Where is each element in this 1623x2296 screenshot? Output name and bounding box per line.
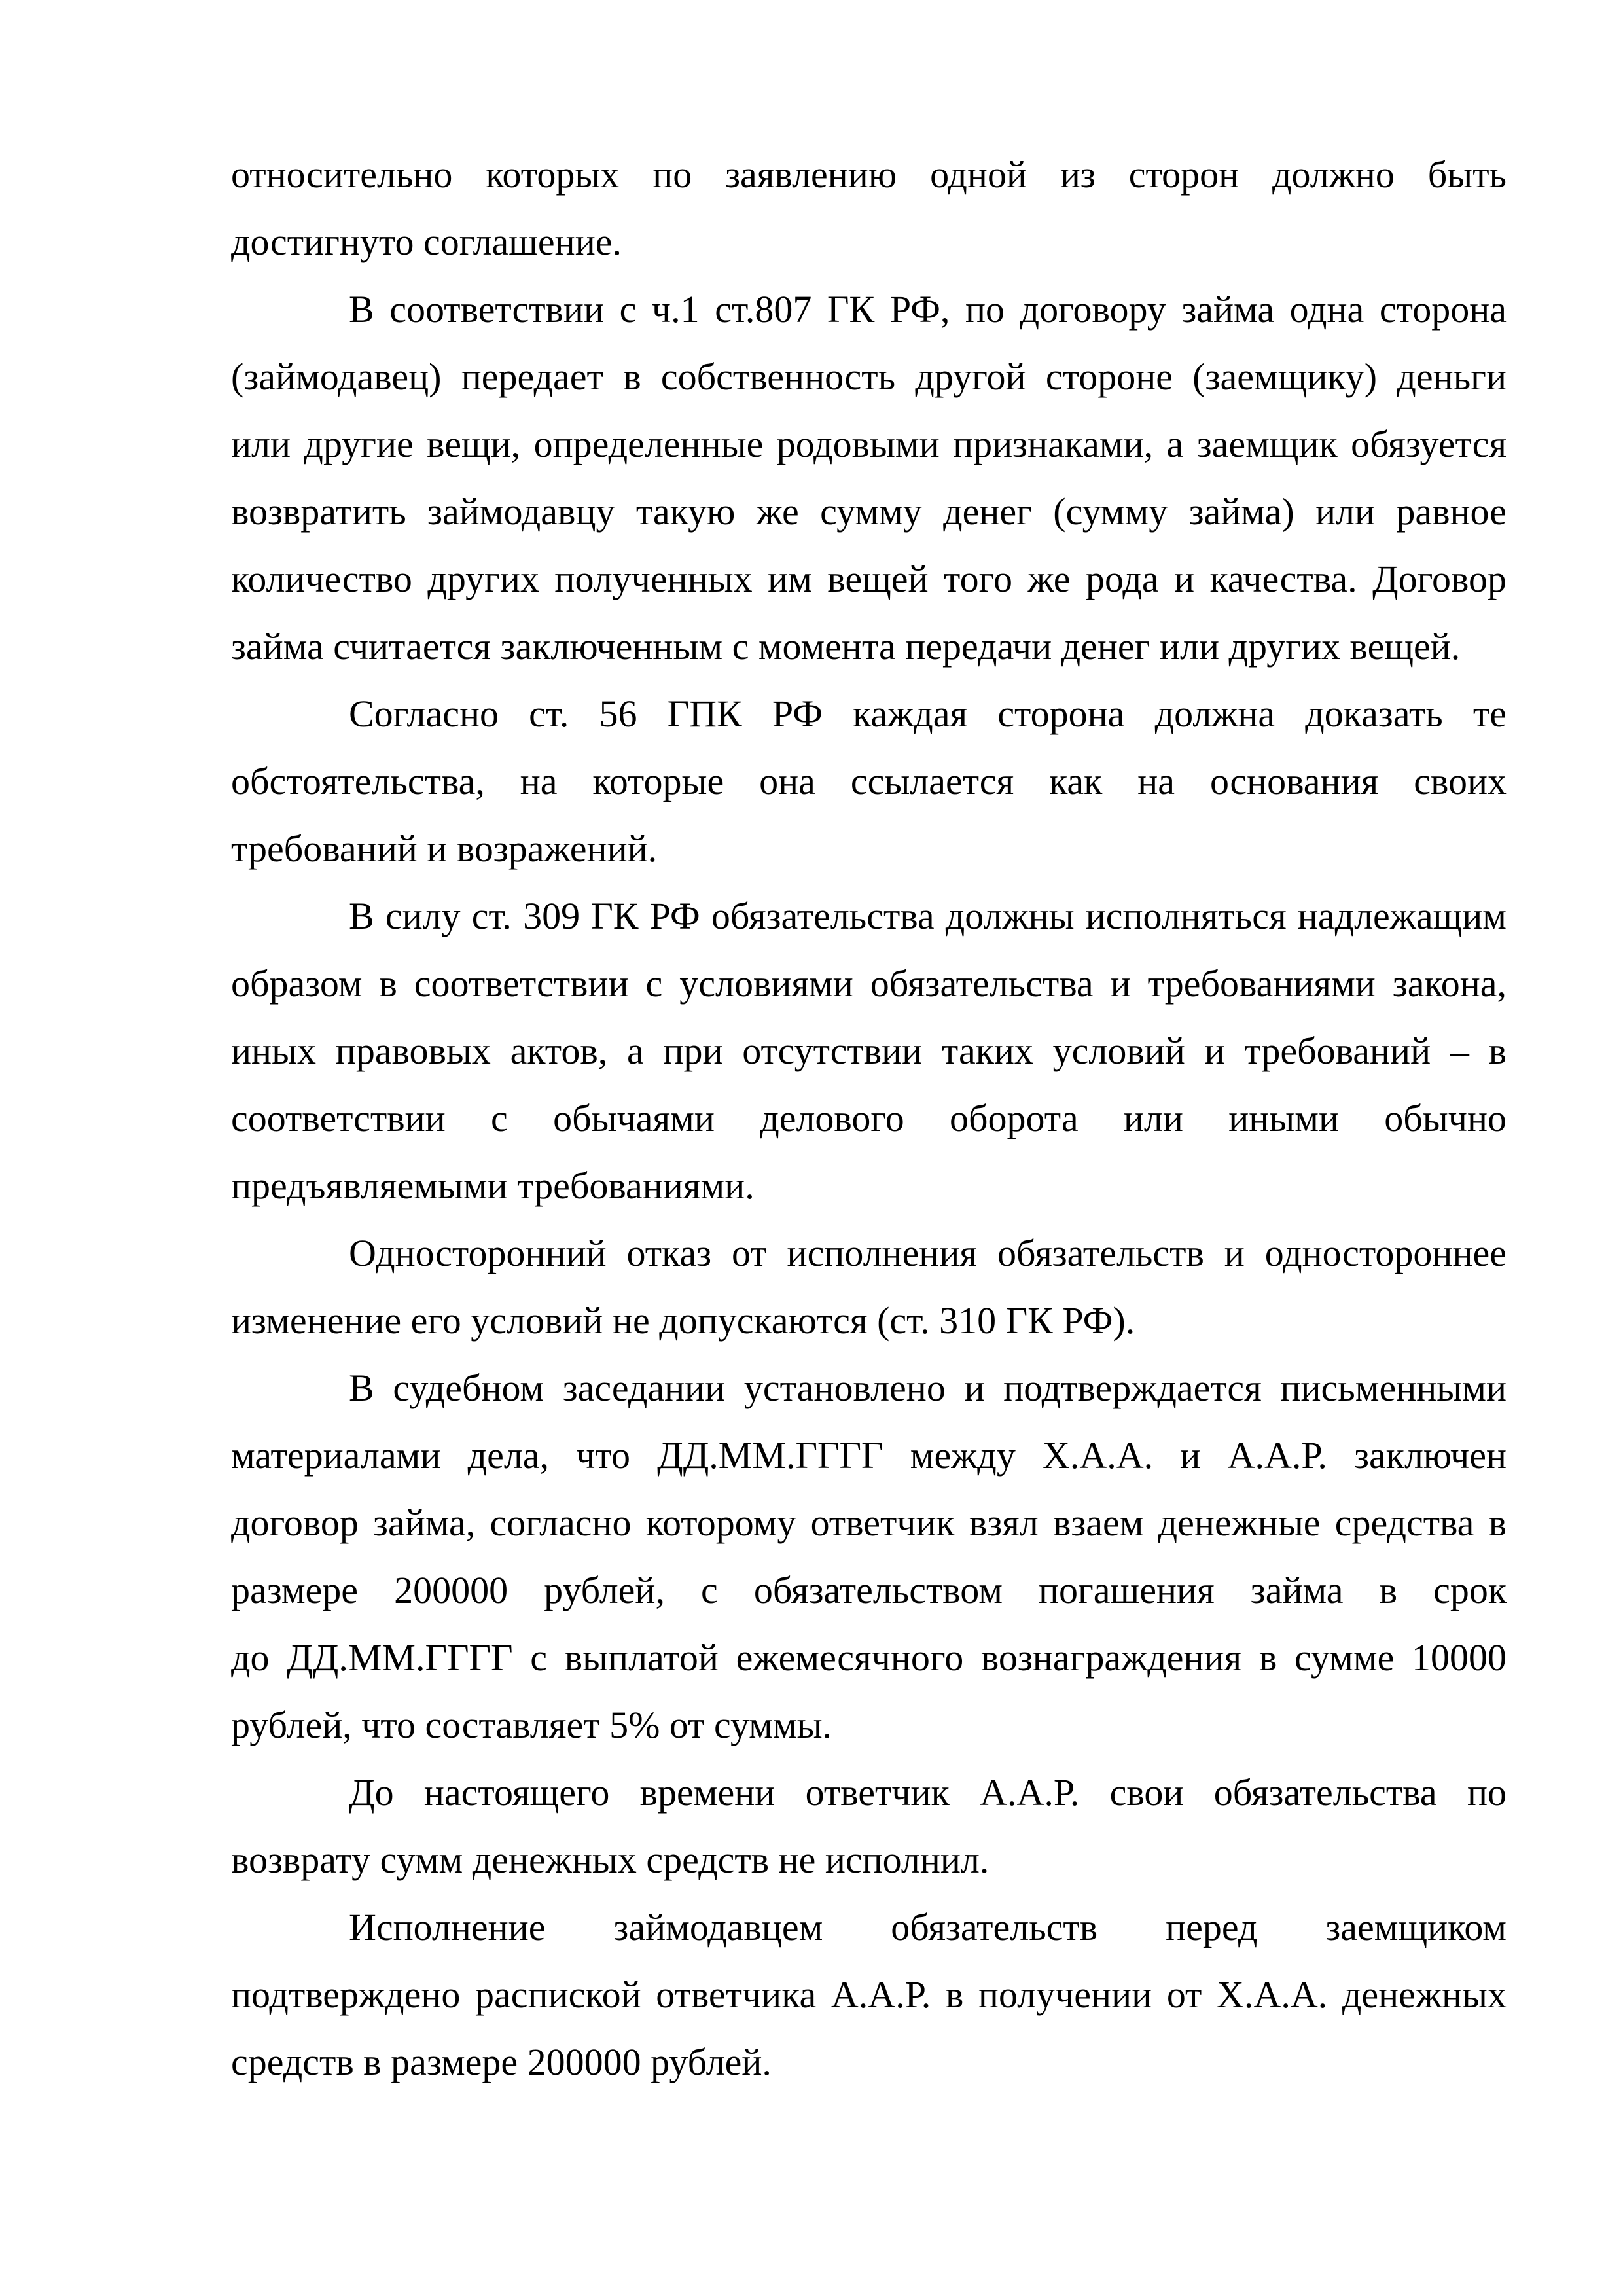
text-line: размере 200000 рублей, с обязательством погашения займа в срок [231, 1569, 1507, 1611]
text-line: рублей, что составляет 5% от суммы. [231, 1704, 832, 1746]
text-line: достигнуто соглашение. [231, 221, 622, 263]
text-line: до ДД.ММ.ГГГГ с выплатой ежемесячного вознаграждения в сумме 10000 [231, 1636, 1507, 1679]
text-line: количество других полученных им вещей того же рода и качества. Договор [231, 558, 1507, 600]
text-line: возврату сумм денежных средств не исполнил. [231, 1839, 990, 1881]
text-line: средств в размере 200000 рублей. [231, 2041, 772, 2083]
paragraph [231, 882, 1507, 1219]
text-line: Односторонний отказ от исполнения обязательств и одностороннее [349, 1232, 1507, 1274]
text-line: относительно которых по заявлению одной из сторон должно быть [231, 153, 1507, 196]
text-line: обстоятельства, на которые она ссылается как на основания своих [231, 760, 1507, 802]
text-line: Согласно ст. 56 ГПК РФ каждая сторона должна доказать те [349, 692, 1507, 735]
paragraph [231, 1893, 1507, 2096]
paragraph [231, 1354, 1507, 1759]
text-line: До настоящего времени ответчик А.А.Р. свои обязательства по [349, 1771, 1507, 1814]
text-line: подтверждено распиской ответчика А.А.Р. в получении от Х.А.А. денежных [231, 1973, 1507, 2016]
text-line: материалами дела, что ДД.ММ.ГГГГ между Х.А.А. и А.А.Р. заключен [231, 1434, 1507, 1477]
text-line: образом в соответствии с условиями обязательства и требованиями закона, [231, 962, 1507, 1005]
paragraph [231, 1759, 1507, 1893]
text-line: В силу ст. 309 ГК РФ обязательства должны исполняться надлежащим [349, 895, 1507, 937]
paragraph [231, 1219, 1507, 1354]
document-body [231, 141, 1507, 2096]
text-line: требований и возражений. [231, 827, 658, 870]
text-line: изменение его условий не допускаются (ст. 310 ГК РФ). [231, 1299, 1135, 1342]
text-line: займа считается заключенным с момента передачи денег или других вещей. [231, 625, 1461, 668]
text-line: соответствии с обычаями делового оборота или иными обычно [231, 1097, 1507, 1139]
text-line: иных правовых актов, а при отсутствии таких условий и требований – в [231, 1030, 1507, 1072]
text-line: предъявляемыми требованиями. [231, 1164, 755, 1207]
text-line: В судебном заседании установлено и подтверждается письменными [349, 1367, 1507, 1409]
paragraph [231, 680, 1507, 882]
text-line: возвратить займодавцу такую же сумму денег (сумму займа) или равное [231, 490, 1507, 533]
paragraph [231, 276, 1507, 680]
paragraph [231, 141, 1507, 276]
text-line: Исполнение займодавцем обязательств перед заемщиком [349, 1906, 1507, 1948]
text-line: договор займа, согласно которому ответчик взял взаем денежные средства в [231, 1501, 1507, 1544]
text-line: (займодавец) передает в собственность другой стороне (заемщику) деньги [231, 355, 1507, 398]
text-line: В соответствии с ч.1 ст.807 ГК РФ, по договору займа одна сторона [349, 288, 1507, 331]
text-line: или другие вещи, определенные родовыми признаками, а заемщик обязуется [231, 423, 1507, 465]
